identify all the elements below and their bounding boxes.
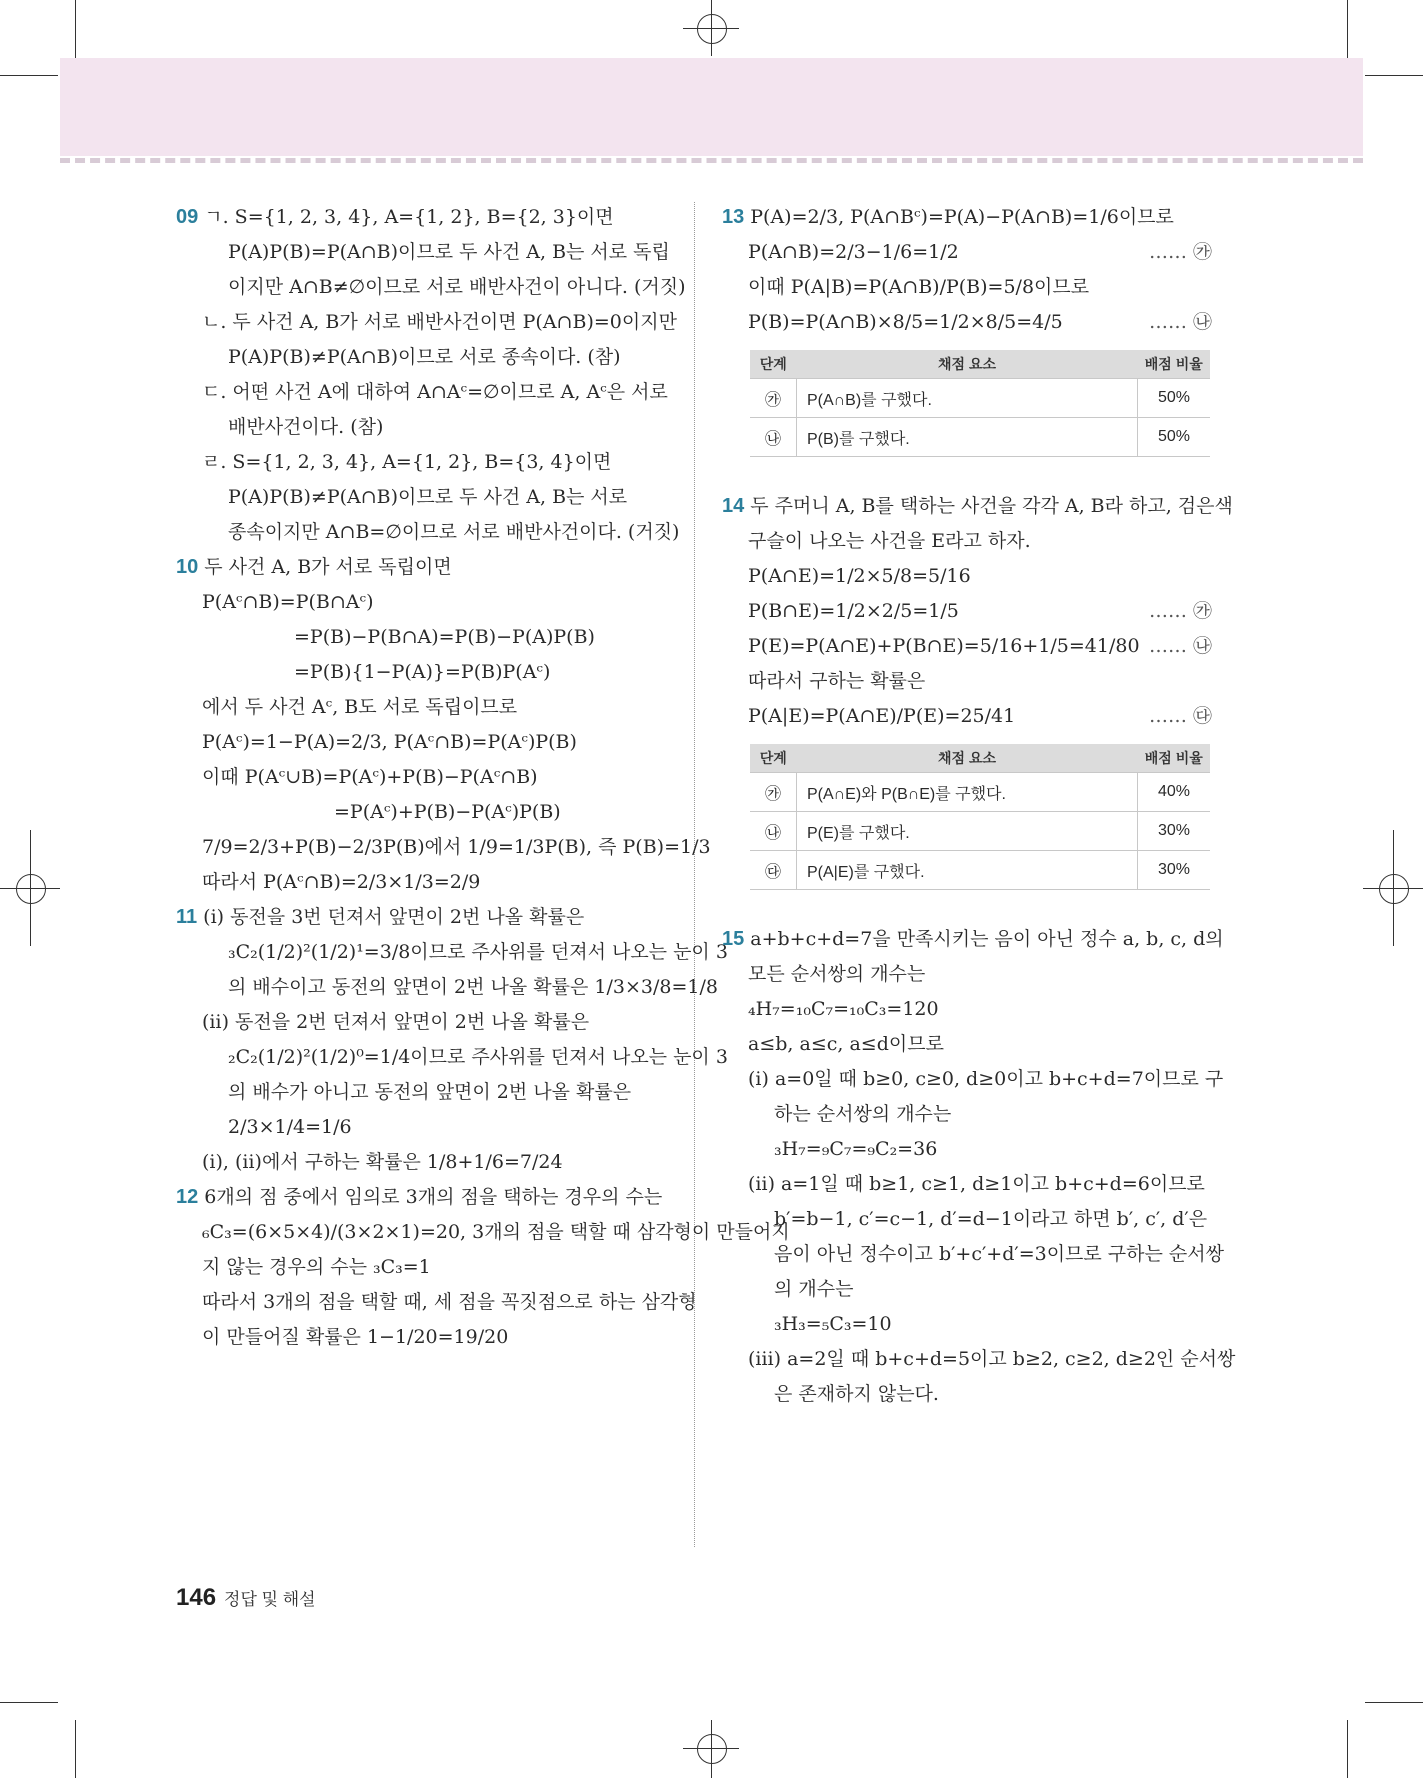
text-line — [722, 305, 1212, 340]
line-text: =P(B){1−P(A)}=P(B)P(Aᶜ) — [294, 661, 551, 683]
criterion-cell: P(E)를 구했다. — [797, 812, 1138, 851]
registration-mark — [697, 14, 727, 44]
line-text: ㄱ. S={1, 2, 3, 4}, A={1, 2}, B={2, 3}이면 — [204, 206, 614, 228]
line-text: ₃C₂(1/2)²(1/2)¹=3/8이므로 주사위를 던져서 나오는 눈이 3 — [228, 941, 728, 963]
line-text: P(E)=P(A∩E)+P(B∩E)=5/16+1/5=41/80 — [748, 635, 1140, 657]
problem-15 — [722, 922, 1236, 1412]
line-text: (ⅰ) a=0일 때 b≥0, c≥0, d≥0이고 b+c+d=7이므로 구 — [748, 1068, 1224, 1090]
line-text: P(A)P(B)=P(A∩B)이므로 두 사건 A, B는 서로 독립 — [228, 241, 670, 263]
line-text: 따라서 3개의 점을 택할 때, 세 점을 꼭짓점으로 하는 삼각형 — [202, 1291, 697, 1313]
line-text: P(A|E)=P(A∩E)/P(E)=25/41 — [748, 705, 1016, 727]
line-text: P(A)P(B)≠P(A∩B)이므로 두 사건 A, B는 서로 — [228, 486, 628, 508]
text-line — [176, 1285, 697, 1320]
table-header: 채점 요소 — [797, 350, 1138, 379]
text-line — [722, 1062, 1224, 1097]
line-text: 의 배수가 아니고 동전의 앞면이 2번 나올 확률은 — [228, 1081, 632, 1103]
line-text: 두 사건 A, B가 서로 독립이면 — [204, 556, 452, 578]
line-text: ㄹ. S={1, 2, 3, 4}, A={1, 2}, B={3, 4}이면 — [202, 451, 612, 473]
right-column — [722, 200, 1236, 1412]
line-text: 의 배수이고 동전의 앞면이 2번 나올 확률은 1/3×3/8=1/8 — [228, 976, 718, 998]
table-row — [750, 851, 1210, 890]
text-line — [176, 1005, 666, 1040]
text-line — [176, 655, 666, 690]
text-line — [722, 235, 1212, 270]
problem-number: 15 — [722, 928, 745, 950]
line-text: =P(Aᶜ)+P(B)−P(Aᶜ)P(B) — [334, 801, 561, 823]
line-text: 이때 P(Aᶜ∪B)=P(Aᶜ)+P(B)−P(Aᶜ∩B) — [202, 766, 538, 788]
line-text: ㄴ. 두 사건 A, B가 서로 배반사건이면 P(A∩B)=0이지만 — [202, 311, 677, 333]
crop-mark — [1365, 75, 1423, 76]
text-line — [176, 340, 666, 375]
crop-mark — [1365, 1702, 1423, 1703]
text-line — [176, 585, 666, 620]
text-line — [176, 1215, 790, 1250]
text-line — [176, 690, 666, 725]
crop-mark — [75, 1720, 76, 1778]
ratio-cell: 50% — [1138, 379, 1211, 418]
line-text: 7/9=2/3+P(B)−2/3P(B)에서 1/9=1/3P(B), 즉 P(B)=1/3 — [202, 836, 711, 858]
text-line — [722, 1027, 1212, 1062]
header-band — [60, 58, 1363, 156]
line-text: P(A∩E)=1/2×5/8=5/16 — [748, 565, 971, 587]
text-line — [176, 1250, 666, 1285]
crop-mark — [1347, 0, 1348, 58]
step-cell: ㉮ — [750, 379, 797, 418]
line-text: P(B∩E)=1/2×2/5=1/5 — [748, 600, 959, 622]
table-header: 채점 요소 — [797, 744, 1138, 773]
problem-number: 12 — [176, 1186, 199, 1208]
text-line — [176, 1320, 666, 1355]
ratio-cell: 50% — [1138, 418, 1211, 457]
line-text: 배반사건이다. (참) — [228, 416, 384, 438]
ratio-cell: 30% — [1138, 812, 1211, 851]
text-line — [176, 1110, 666, 1145]
registration-mark — [0, 888, 60, 889]
line-text: 에서 두 사건 Aᶜ, B도 서로 독립이므로 — [202, 696, 518, 718]
text-line — [176, 1180, 666, 1215]
text-line — [176, 1040, 728, 1075]
text-line — [722, 922, 1224, 957]
text-line — [176, 935, 728, 970]
table-row — [750, 773, 1210, 812]
text-line — [722, 1342, 1236, 1377]
text-line — [176, 760, 666, 795]
line-text: P(A)=2/3, P(A∩Bᶜ)=P(A)−P(A∩B)=1/6이므로 — [750, 206, 1174, 228]
text-line — [176, 445, 666, 480]
text-line — [176, 900, 666, 935]
text-line — [176, 200, 666, 235]
problem-number: 13 — [722, 206, 745, 228]
text-line — [176, 830, 711, 865]
line-text: 따라서 P(Aᶜ∩B)=2/3×1/3=2/9 — [202, 871, 481, 893]
crop-mark — [1347, 1720, 1348, 1778]
text-line — [722, 524, 1212, 559]
text-line — [722, 1237, 1224, 1272]
table-header: 단계 — [750, 744, 797, 773]
text-line — [176, 375, 666, 410]
line-text: 6개의 점 중에서 임의로 3개의 점을 택하는 경우의 수는 — [204, 1186, 663, 1208]
q13-scoring-table — [750, 350, 1210, 457]
line-text: ₆C₃=(6×5×4)/(3×2×1)=20, 3개의 점을 택할 때 삼각형이 만들어지 — [202, 1221, 790, 1243]
page-number: 146 — [176, 1584, 217, 1611]
problem-number: 14 — [722, 495, 745, 517]
text-line — [722, 664, 1212, 699]
text-line — [176, 235, 670, 270]
registration-mark — [711, 1720, 712, 1778]
table-row — [750, 418, 1210, 457]
text-line — [722, 559, 1212, 594]
column-divider — [694, 202, 695, 1547]
step-marker: …… ㉯ — [1148, 311, 1212, 333]
problem-number: 11 — [176, 906, 198, 928]
text-line — [722, 200, 1212, 235]
text-line — [722, 270, 1212, 305]
text-line — [722, 629, 1212, 664]
line-text: a≤b, a≤c, a≤d이므로 — [748, 1033, 944, 1055]
line-text: (ⅰ) 동전을 3번 던져서 앞면이 2번 나올 확률은 — [203, 906, 585, 928]
problem-number: 09 — [176, 206, 199, 228]
table-header: 단계 — [750, 350, 797, 379]
line-text: P(B)=P(A∩B)×8/5=1/2×8/5=4/5 — [748, 311, 1063, 333]
registration-mark — [697, 1734, 727, 1764]
line-text: 구슬이 나오는 사건을 E라고 하자. — [748, 530, 1031, 552]
text-line — [176, 620, 666, 655]
text-line — [176, 1075, 666, 1110]
text-line — [176, 725, 666, 760]
text-line — [722, 1377, 1212, 1412]
line-text: b′=b−1, c′=c−1, d′=d−1이라고 하면 b′, c′, d′은 — [774, 1208, 1208, 1230]
text-line — [176, 305, 677, 340]
step-cell: ㉰ — [750, 851, 797, 890]
crop-mark — [0, 75, 58, 76]
text-line — [176, 550, 666, 585]
line-text: (ⅲ) a=2일 때 b+c+d=5이고 b≥2, c≥2, d≥2인 순서쌍 — [748, 1348, 1236, 1370]
crop-mark — [75, 0, 76, 58]
problem-number: 10 — [176, 556, 199, 578]
line-text: 의 개수는 — [774, 1278, 854, 1300]
line-text: P(Aᶜ)=1−P(A)=2/3, P(Aᶜ∩B)=P(Aᶜ)P(B) — [202, 731, 577, 753]
q14-scoring-table — [750, 744, 1210, 890]
step-cell: ㉮ — [750, 773, 797, 812]
step-cell: ㉯ — [750, 812, 797, 851]
line-text: ₃H₃=₅C₃=10 — [774, 1313, 892, 1335]
header-dashed-rule — [60, 158, 1363, 163]
line-text: (ⅱ) a=1일 때 b≥1, c≥1, d≥1이고 b+c+d=6이므로 — [748, 1173, 1205, 1195]
line-text: P(A)P(B)≠P(A∩B)이므로 서로 종속이다. (참) — [228, 346, 621, 368]
text-line — [722, 1202, 1212, 1237]
text-line — [722, 1307, 1212, 1342]
registration-mark — [16, 874, 46, 904]
text-line — [176, 410, 666, 445]
line-text: 종속이지만 A∩B=∅이므로 서로 배반사건이다. (거짓) — [228, 521, 680, 543]
text-line — [722, 1167, 1212, 1202]
line-text: 2/3×1/4=1/6 — [228, 1116, 352, 1138]
registration-mark — [683, 28, 739, 29]
text-line — [722, 992, 1212, 1027]
line-text: ₃H₇=₉C₇=₉C₂=36 — [774, 1138, 938, 1160]
step-marker: …… ㉰ — [1148, 705, 1212, 727]
criterion-cell: P(B)를 구했다. — [797, 418, 1138, 457]
crop-mark — [0, 1702, 58, 1703]
text-line — [176, 480, 666, 515]
line-text: P(A∩B)=2/3−1/6=1/2 — [748, 241, 959, 263]
ratio-cell: 40% — [1138, 773, 1211, 812]
line-text: 음이 아닌 정수이고 b′+c′+d′=3이므로 구하는 순서쌍 — [774, 1243, 1224, 1265]
table-header: 배점 비율 — [1138, 744, 1211, 773]
text-line — [176, 515, 680, 550]
line-text: a+b+c+d=7을 만족시키는 음이 아닌 정수 a, b, c, d의 — [750, 928, 1224, 950]
registration-mark — [1363, 888, 1423, 889]
table-header: 배점 비율 — [1138, 350, 1211, 379]
line-text: (ⅰ), (ⅱ)에서 구하는 확률은 1/8+1/6=7/24 — [202, 1151, 563, 1173]
table-row — [750, 379, 1210, 418]
text-line — [722, 1097, 1212, 1132]
line-text: 모든 순서쌍의 개수는 — [748, 963, 926, 985]
step-marker: …… ㉯ — [1148, 635, 1212, 657]
text-line — [722, 1272, 1212, 1307]
step-marker: …… ㉮ — [1148, 241, 1212, 263]
line-text: =P(B)−P(B∩A)=P(B)−P(A)P(B) — [294, 626, 595, 648]
text-line — [722, 489, 1233, 524]
line-text: 따라서 구하는 확률은 — [748, 670, 926, 692]
line-text: 하는 순서쌍의 개수는 — [774, 1103, 952, 1125]
text-line — [176, 270, 686, 305]
text-line — [176, 1145, 666, 1180]
line-text: P(Aᶜ∩B)=P(B∩Aᶜ) — [202, 591, 374, 613]
ratio-cell: 30% — [1138, 851, 1211, 890]
registration-mark — [683, 1748, 739, 1749]
text-line — [722, 957, 1212, 992]
line-text: 이때 P(A|B)=P(A∩B)/P(B)=5/8이므로 — [748, 276, 1090, 298]
line-text: 은 존재하지 않는다. — [774, 1383, 939, 1405]
line-text: ₄H₇=₁₀C₇=₁₀C₃=120 — [748, 998, 939, 1020]
text-line — [176, 970, 718, 1005]
text-line — [176, 865, 666, 900]
problem-14 — [722, 489, 1233, 734]
line-text: 이 만들어질 확률은 1−1/20=19/20 — [202, 1326, 509, 1348]
criterion-cell: P(A∩E)와 P(B∩E)를 구했다. — [797, 773, 1138, 812]
criterion-cell: P(A|E)를 구했다. — [797, 851, 1138, 890]
line-text: (ⅱ) 동전을 2번 던져서 앞면이 2번 나올 확률은 — [202, 1011, 590, 1033]
registration-mark — [1379, 874, 1409, 904]
table-row — [750, 812, 1210, 851]
text-line — [722, 699, 1212, 734]
line-text: 지 않는 경우의 수는 ₃C₃=1 — [202, 1256, 431, 1278]
text-line — [722, 1132, 1212, 1167]
page-footer — [176, 1584, 316, 1612]
line-text: ₂C₂(1/2)²(1/2)⁰=1/4이므로 주사위를 던져서 나오는 눈이 3 — [228, 1046, 728, 1068]
section-title: 정답 및 해설 — [224, 1590, 316, 1609]
line-text: ㄷ. 어떤 사건 A에 대하여 A∩Aᶜ=∅이므로 A, Aᶜ은 서로 — [202, 381, 668, 403]
step-cell: ㉯ — [750, 418, 797, 457]
text-line — [722, 594, 1212, 629]
line-text: 이지만 A∩B≠∅이므로 서로 배반사건이 아니다. (거짓) — [228, 276, 686, 298]
line-text: 두 주머니 A, B를 택하는 사건을 각각 A, B라 하고, 검은색 — [750, 495, 1233, 517]
step-marker: …… ㉮ — [1148, 600, 1212, 622]
text-line — [176, 795, 666, 830]
criterion-cell: P(A∩B)를 구했다. — [797, 379, 1138, 418]
problem-13 — [722, 200, 1212, 340]
